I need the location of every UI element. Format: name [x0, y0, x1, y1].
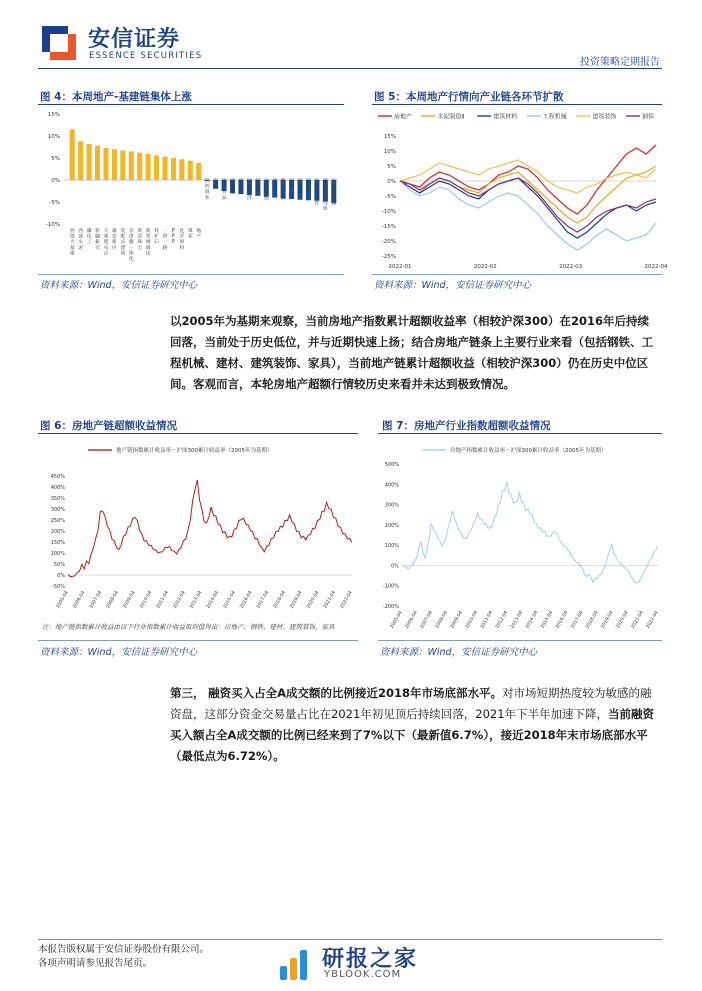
fig4-bar — [196, 163, 201, 180]
fig6-title: 图 6：房地产链超额收益情况 — [40, 420, 177, 432]
fig4-category-label: 西部水泥 — [78, 229, 84, 251]
fig4-bar — [163, 157, 168, 180]
fig4-bar — [87, 144, 92, 180]
fig4-category-label: 京津冀一体化 — [128, 229, 134, 262]
fig4-category-label: 大基建央企 — [103, 229, 109, 257]
fig4-bar — [78, 141, 83, 180]
fig4-bar — [188, 161, 193, 180]
watermark — [270, 940, 470, 986]
fig7-xtick-label: 2009-04 — [450, 610, 464, 630]
fig4-category-label: 装配式建筑 — [120, 229, 126, 257]
fig4-bar — [112, 149, 117, 180]
fig4-category-label: 锂电池 — [230, 179, 235, 196]
fig4-ytick-label: 15% — [47, 112, 60, 118]
fig7-ytick-label: -200% — [382, 604, 399, 610]
fig4-category-label: 饲料 — [289, 179, 294, 190]
fig6-xtick-label: 2012-04 — [172, 590, 187, 610]
fig6-ytick-label: 350% — [50, 496, 65, 502]
fig6-source: 资料来源：Wind，安信证券研究中心 — [40, 647, 198, 658]
fig5-ytick-label: -10% — [381, 209, 396, 215]
fig5-ytick-label: 5% — [387, 164, 396, 170]
watermark-text-en: YBLOOK.COM — [324, 969, 402, 980]
fig7-ytick-label: 400% — [384, 482, 399, 489]
fig4-category-label: 特斯拉 — [255, 179, 261, 196]
fig4-bottom-rule — [38, 274, 344, 275]
fig4-ytick-label: -10% — [45, 222, 60, 228]
fig7-xtick-label: 2007-04 — [419, 610, 434, 630]
fig6-ytick-label: 50% — [53, 562, 65, 568]
analysis-paragraph-1: 以2005年为基期来观察，当前房地产指数累计超额收益率（相较沪深300）在2016年后持续回落，当前处于历史低位，并与近期快速上扬；结合房地产链条上主要行业来看（包括钢铁、工程机械、建材、建筑装饰、家具），当前地产链累计超额收益（相较沪深300）仍在历史中位区间。客观而言，本轮房地产超额行情较历史来看并未达到极致情况。 — [170, 314, 653, 391]
fig7-ytick-label: -100% — [382, 583, 399, 590]
fig5-line-chart — [372, 106, 668, 276]
fig6-ytick-label: 450% — [50, 474, 65, 480]
fig4-category-label: 储能 — [272, 179, 278, 190]
fig6-ytick-label: 0% — [57, 573, 65, 579]
fig5-legend-label: 工程机械 — [542, 113, 567, 121]
fig6-xtick-label: 2007-04 — [89, 590, 104, 610]
fig7-xtick-label: 2005-04 — [389, 610, 404, 630]
fig4-category-label: 光刻胶 — [297, 179, 303, 196]
fig6-ytick-label: 300% — [50, 507, 65, 513]
fig4-category-label: 化学原料 — [179, 229, 185, 251]
fig5-ytick-label: -15% — [381, 224, 396, 230]
page-header — [0, 0, 702, 72]
fig4-category-label: 汽车零部件 — [314, 179, 320, 207]
footer-statement: 各项声明请参见报告尾页。 — [38, 958, 153, 969]
header-divider — [38, 68, 662, 69]
fig4-category-label: 动力电池 — [263, 179, 269, 201]
fig5-title-rule — [372, 104, 662, 105]
fig6-ytick-label: 250% — [50, 518, 65, 524]
fig6-xtick-label: 2016-04 — [239, 590, 254, 610]
fig4-category-label: 锂电负极 — [280, 179, 286, 201]
fig4-category-label: 煤炭 — [187, 229, 193, 240]
fig6-xtick-label: 2014-04 — [206, 590, 221, 610]
fig7-bottom-rule — [378, 640, 662, 641]
fig5-ytick-label: 15% — [383, 134, 396, 140]
fig4-bar — [154, 155, 159, 180]
fig7-line-chart — [378, 436, 662, 640]
fig6-title-rule — [38, 433, 358, 434]
fig4-bar — [95, 146, 100, 180]
fig7-xtick-label: 2022-04 — [645, 610, 660, 630]
fig5-ytick-label: 0% — [387, 179, 396, 185]
fig6-series-line — [68, 480, 352, 577]
fig4-category-label: 雄安新区 — [112, 229, 117, 251]
fig6-ytick-label: 400% — [50, 485, 65, 491]
fig4-category-label: 新型城镇化 — [145, 229, 151, 257]
fig7-xtick-label: 2016-04 — [555, 610, 570, 630]
fig7-xtick-label: 2013-04 — [510, 610, 525, 630]
fig4-ytick-label: 5% — [51, 156, 60, 162]
fig4-category-label: 网红经济 — [247, 179, 252, 201]
fig7-xtick-label: 2018-04 — [585, 610, 600, 630]
fig7-title-rule — [378, 433, 662, 434]
fig5-ytick-label: -25% — [381, 254, 396, 260]
fig7-xtick-label: 2006-04 — [404, 610, 419, 630]
footer-copyright: 本报告版权属于安信证券股份有限公司。 — [38, 944, 210, 955]
fig6-xtick-label: 2020-04 — [306, 590, 321, 610]
fig4-title-rule — [38, 104, 344, 105]
fig7-xtick-label: 2021-04 — [630, 610, 645, 630]
fig7-series-line — [402, 482, 658, 583]
fig5-ytick-label: 10% — [383, 149, 396, 155]
fig4-bar — [103, 148, 108, 180]
fig4-bar — [70, 129, 75, 180]
analysis-paragraph-2 — [170, 683, 660, 767]
fig4-category-label: 光伏逆变器 — [331, 179, 337, 207]
fig6-xtick-label: 2010-04 — [139, 590, 154, 610]
fig7-xtick-label: 2019-04 — [600, 610, 615, 630]
fig7-ytick-label: 100% — [384, 543, 399, 550]
fig7-xtick-label: 2020-04 — [615, 610, 630, 630]
essence-logo-icon — [38, 22, 80, 64]
fig5-ytick-label: -5% — [385, 194, 396, 200]
fig7-ytick-label: 0% — [391, 563, 399, 570]
watermark-text-cn: 研报之家 — [322, 947, 419, 972]
fig6-xtick-label: 2009-04 — [122, 590, 137, 610]
fig4-category-label: P P P — [172, 229, 175, 246]
para2-bold-lead: 融资买入占全A成交额的比例接近2018年市场底部水平。 — [208, 686, 503, 700]
fig4-category-label: 西部大基建 — [69, 229, 75, 257]
fig7-ytick-label: 300% — [384, 502, 399, 509]
fig6-xtick-label: 2021-04 — [323, 590, 338, 610]
fig5-xtick-label: 2022-02 — [473, 264, 497, 270]
fig4-bar — [146, 154, 151, 180]
fig5-legend-label: 建筑装饰 — [592, 113, 617, 121]
fig4-category-label: 新疆振兴 — [95, 229, 100, 251]
fig4-ytick-label: 10% — [47, 134, 60, 140]
fig7-xtick-label: 2011-04 — [480, 610, 495, 630]
fig6-xtick-label: 2005-04 — [55, 590, 70, 610]
fig7-ytick-label: 500% — [384, 462, 399, 468]
fig6-bottom-rule — [38, 640, 358, 641]
fig4-bar — [171, 158, 176, 180]
footer-disclaimer — [38, 943, 209, 971]
fig4-ytick-label: -5% — [49, 200, 60, 206]
fig5-xtick-label: 2022-01 — [388, 264, 412, 270]
fig6-xtick-label: 2008-04 — [105, 590, 120, 610]
fig6-xtick-label: 2022-04 — [339, 590, 354, 610]
fig4-category-label: 休闲食品 — [221, 179, 227, 201]
fig7-xtick-label: 2014-04 — [525, 610, 540, 630]
fig4-category-label: 黄金珠宝 — [137, 229, 143, 251]
fig6-xtick-label: 2015-04 — [222, 590, 237, 610]
fig7-ytick-label: 200% — [384, 522, 399, 529]
fig5-bottom-rule — [372, 274, 662, 275]
fig6-legend-label: 地产链指数累计收益率－沪深300累计收益率（2005年为基期） — [116, 448, 273, 454]
fig4-category-label: 医药商业 — [204, 179, 210, 201]
fig6-xtick-label: 2017-04 — [256, 590, 271, 610]
fig5-ytick-label: -20% — [381, 239, 396, 245]
fig4-category-label: 地产 — [196, 229, 202, 240]
para2-bold-tail: 当前融资买入额占全A成交额的比例已经来到了7%以下（最新值6.7%），接近2018年末市场底部水平（最低点为6.72%）。 — [170, 707, 655, 763]
fig7-xtick-label: 2008-04 — [434, 610, 449, 630]
fig7-xtick-label: 2017-04 — [570, 610, 585, 630]
fig4-category-label: 创新药 — [238, 179, 244, 196]
fig4-bar — [129, 151, 134, 180]
fig6-xtick-label: 2018-04 — [272, 590, 287, 610]
company-name-cn: 安信证券 — [88, 27, 181, 52]
fig5-legend-label: 建筑材料 — [493, 113, 518, 121]
company-name-en: ESSENCE SECURITIES — [89, 51, 203, 61]
fig5-xtick-label: 2022-03 — [559, 264, 583, 270]
fig4-bar — [179, 159, 184, 180]
fig4-category-label: 第三代半导体 — [322, 179, 328, 212]
fig4-category-label: 铁矿石 — [154, 229, 159, 246]
fig5-legend-label: 房地产 — [394, 113, 413, 121]
fig6-xtick-label: 2013-04 — [189, 590, 204, 610]
fig4-category-label: 磷化工 — [86, 229, 92, 246]
watermark-logo-icon — [276, 944, 316, 984]
fig6-ytick-label: 150% — [50, 540, 65, 546]
report-type: 投资策略定期报告 — [580, 57, 660, 68]
fig4-category-label: 一带一路 — [162, 229, 168, 251]
fig6-xtick-label: 2006-04 — [72, 590, 87, 610]
fig6-xtick-label: 2019-04 — [289, 590, 304, 610]
fig7-xtick-label: 2010-04 — [465, 610, 480, 630]
fig4-title: 图 4：本周地产-基建链集体上涨 — [40, 91, 192, 103]
fig6-xtick-label: 2011-04 — [156, 590, 170, 610]
fig4-bar — [137, 153, 142, 180]
fig4-ytick-label: 0% — [51, 178, 60, 184]
fig6-ytick-label: 200% — [50, 529, 65, 535]
fig7-legend-label: 房地产指数累计收益率－沪深300累计收益率（2005年为基期） — [450, 448, 607, 454]
fig6-line-chart — [38, 436, 358, 622]
fig7-source: 资料来源：Wind，安信证券研究中心 — [380, 647, 538, 658]
fig5-xtick-label: 2022-04 — [644, 264, 668, 270]
fig4-category-label: 军工 — [306, 179, 311, 190]
fig6-ytick-label: 100% — [50, 551, 65, 557]
fig4-category-label: 光伏 — [213, 179, 219, 190]
fig7-title: 图 7：房地产行业指数超额收益情况 — [382, 420, 551, 432]
fig7-xtick-label: 2012-04 — [495, 610, 510, 630]
para2-body: 对市场短期热度较为敏感的融资盘，这部分资金交易量占比在2021年初见顶后持续回落，2021年下半年加速下降， — [170, 686, 652, 721]
fig6-ytick-label: -50% — [52, 584, 65, 590]
fig4-source: 资料来源：Wind，安信证券研究中心 — [40, 280, 198, 291]
fig5-title: 图 5：本周地产行情向产业链各环节扩散 — [374, 91, 564, 103]
fig5-series-line — [400, 181, 656, 250]
fig5-legend-label: 水泥制造Ⅱ — [437, 113, 465, 121]
fig6-note: 注：地产链指数累计收益由以下行业指数累计收益取均值得出：房地产、钢铁、建材、建筑装饰、家具 — [42, 623, 335, 631]
fig5-series-line — [400, 145, 656, 214]
fig4-bar — [120, 151, 125, 180]
fig4-bar-chart — [38, 106, 344, 276]
fig7-xtick-label: 2015-04 — [540, 610, 555, 630]
fig5-legend-label: 钢铁 — [642, 113, 655, 121]
para2-label: 第三， — [170, 686, 205, 700]
fig5-source: 资料来源：Wind，安信证券研究中心 — [374, 280, 532, 291]
